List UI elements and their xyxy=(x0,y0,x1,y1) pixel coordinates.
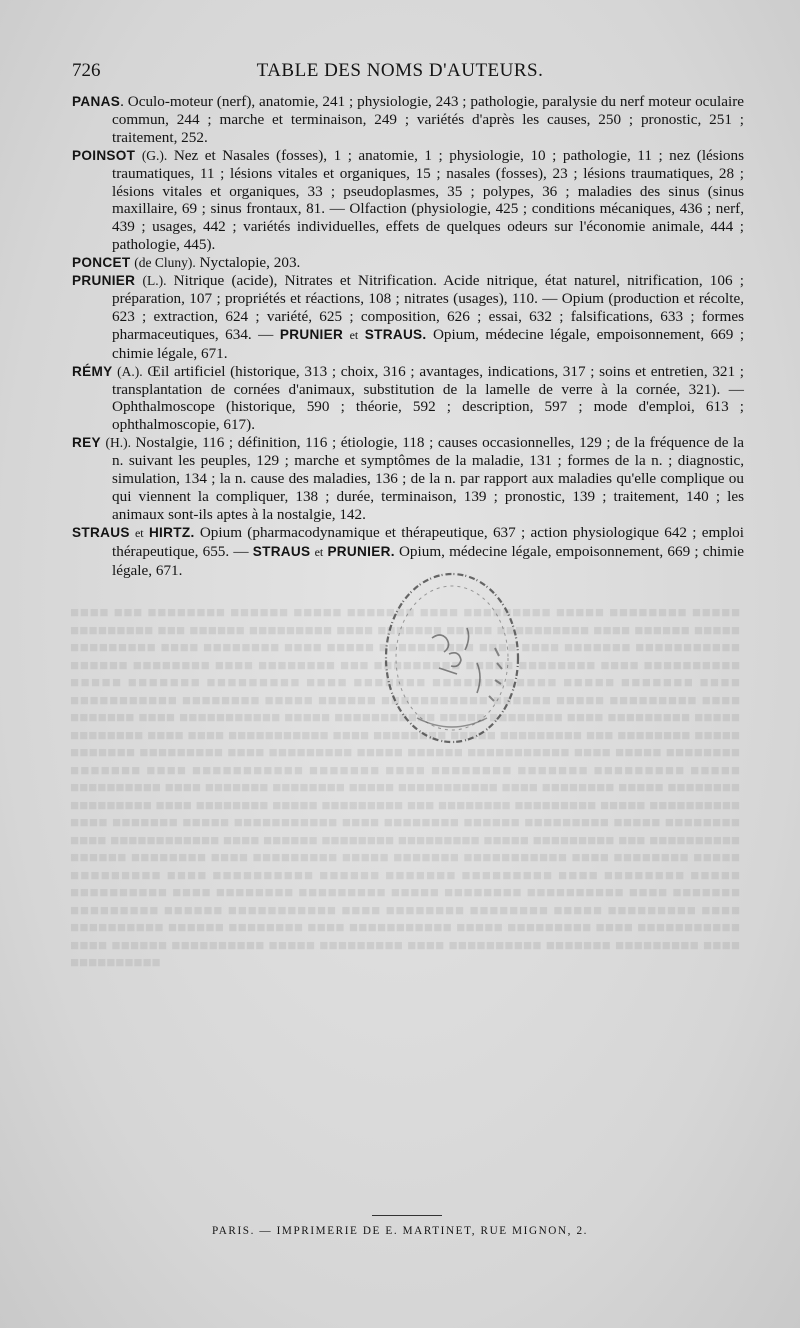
index-entry-poinsot xyxy=(72,147,744,254)
coauthor-name: STRAUS. xyxy=(364,326,427,342)
index-entry-poncet xyxy=(72,254,744,272)
running-title: TABLE DES NOMS D'AUTEURS. xyxy=(256,60,544,81)
page-number: 726 xyxy=(72,60,101,81)
entry-text: Nyctalopie, 203. xyxy=(199,254,301,272)
index-entry-rey xyxy=(72,434,744,524)
conjunction-et: et xyxy=(349,327,359,342)
index-entry-prunier xyxy=(72,272,744,363)
page-header xyxy=(0,60,800,84)
index-entry-panas: PANAS. Oculo-moteur (nerf), anatomie, 241 ; physiologie, 243 ; pathologie, paralysie du nerf moteur oculaire commun, 244 ; marche et terminaison, 249 ; variétés d'après les causes, 250 ; pronostic, 251 ; traitement, 252. xyxy=(72,93,744,146)
coauthor-name: PRUNIER xyxy=(279,326,344,342)
author-initials: (A.). xyxy=(117,363,143,379)
author-initials: (de Cluny). xyxy=(134,255,196,271)
author-initials: (L.). xyxy=(142,273,167,289)
conjunction-et: et xyxy=(314,544,324,559)
footer-rule xyxy=(372,1215,442,1216)
author-name: STRAUS xyxy=(72,524,130,540)
author-name: POINSOT xyxy=(72,147,136,163)
coauthor-name: STRAUS xyxy=(252,543,311,559)
index-entry-remy xyxy=(72,363,744,435)
author-initials: (H.). xyxy=(105,435,131,451)
entry-text: Opium (pharmacodynamique et thérapeutique, 637 ; action physiologique 642 ; emploi thérapeutique, 655. — xyxy=(112,523,744,560)
entry-text: Nitrique (acide), Nitrates et Nitrification. Acide nitrique, état naturel, nitrification, 106 ; préparation, 107 ; propriétés et réactions, 108 ; nitrates (usages), 110. — Opium (production et récolte, 623 ; extraction, 624 ; variété, 625 ; composition, 626 ; essai, 632 ; falsifications, 633 ; formes pharmaceutiques, 634. — xyxy=(112,272,744,343)
author-name: REY xyxy=(72,435,101,451)
author-name: RÉMY xyxy=(72,363,113,379)
coauthor-name: PRUNIER. xyxy=(327,543,395,559)
author-name: PRUNIER xyxy=(72,273,136,289)
entry-text: Nostalgie, 116 ; définition, 116 ; étiologie, 118 ; causes occasionnelles, 129 ; de la fréquence de la n. suivant les peuples, 129 ; marche et symptômes de la maladie, 131 ; formes de la n. ; diagnostic, simulation, 134 ; la n. cause des maladies, 136 ; de la n. par rapport aux maladies qu'elle complique ou qui viennent la compliquer, 138 ; durée, terminaison, 139 ; pronostic, 139 ; traitement, 140 ; les animaux sont-ils aptes à la nostalgie, 142. xyxy=(112,434,745,523)
entry-text: Nez et Nasales (fosses), 1 ; anatomie, 1 ; physiologie, 10 ; pathologie, 11 ; nez (lésions traumatiques, 11 ; lésions vitales et organiques, 15 ; nasales (fosses), 23 ; lésions traumatiques, 28 ; lésions vitales et organiques, 33 ; pseudoplasmes, 35 ; polypes, 36 ; maladies des sinus (sinus maxillaire, 69 ; sinus frontaux, 81. — Olfaction (physiologie, 425 ; conditions mécaniques, 436 ; nerf, 439 ; usages, 442 ; variétés individuelles, effets de quelques odeurs sur l'économie animale, 444 ; pathologie, 445). xyxy=(112,146,745,254)
entry-text-tail: Opium, médecine légale, empoisonnement, 669 ; chimie légale, 671. xyxy=(112,542,745,579)
author-name: PONCET xyxy=(72,255,131,271)
author-name: PANAS xyxy=(72,94,121,109)
entry-text: Oculo-moteur (nerf), anatomie, 241 ; physiologie, 243 ; pathologie, paralysie du nerf moteur oculaire commun, 244 ; marche et terminaison, 249 ; variétés d'après les causes, 250 ; pronostic, 251 ; traitement, 252. xyxy=(112,93,744,146)
bleed-through-texture: ■■■■ ■■■ ■■■■■■■■ ■■■■■■ ■■■■■ ■■■■■■■ ■■■■ ■■■■■■■■■ ■■■■■ ■■■■■■■■ ■■■■■ ■■■■■■■■■ ■■■ ■■■■■■ ■■■■■■■■■ ■■■■ ■■■■■■■ ■■■■■ ■■■■■■■■■■ ■■■■ ■■■■■■ ■■■■■ ■■■■■■■■■ ■■■■ ■■■■■■■■ ■■■■ ■■■■■ ■■■■■■■■■■ ■■■■ ■■■■ ■■■■■■■ ■■■■■■■■■■■ ■■■■■■ ■■■■■■■■ ■■■■ ■■■■■■■■ ■■■ ■■■■■■■■■ ■■■■■ ■■■■■■■■ ■■■■ ■■■■■■■■■■ ■■■■■ ■■■■■■■ ■■■■■■■■■ ■■■■ ■■■■■■■ ■■■■■■■■■■■■ ■■■■■ ■■■■■■■ ■■■■ ■■■■■■■■■■■ ■■■■■■■■ ■■■■■ ■■■■■■ ■■■■■■■■■■■ ■■■■■■ ■■■■■ ■■■■■■■■■ ■■■■ ■■■■■■■ ■■■■ ■■■■■■■■■■■ ■■■■■ ■■■■■■■■■■■ ■■■■■ ■■■■■■■■ ■■■■ ■■■■■■■■■ ■■■■■ ■■■■■■■■ ■■■■ ■■■■ ■■■■■■■■■■■ ■■■■ ■■■■■■■■ ■■■■■ ■■■■■■■■■ ■■■ ■■■■■■■■ ■■■■■ ■■■■■■■ ■■■■■■■■■ ■■■■ ■■■■■■■■■ ■■■■■ ■■■■■■ ■■■■■■■■■■■ ■■■■ ■■■■■ ■■■■■■■■ ■■■■■■■ ■■■■ ■■■■■■■■■■■ ■■■■■■■ ■■■■ ■■■■■■■■ ■■■■■■■ ■■■■■■■■■ ■■■■■ ■■■■■■■■■■ ■■■■ ■■■■■■■ ■■■■■■■■ ■■■■■ ■■■■■■■■■■■ ■■■■ ■■■■■■■■ ■■■■■ ■■■■■■■■ ■■■■■■■■■ ■■■■ ■■■■■■■■ ■■■■■ ■■■■■■■■■ ■■■ ■■■■■■■■ ■■■■■■■■■ ■■■■■ ■■■■■■■■■■ ■■■■ ■■■■■■■ ■■■■■ ■■■■■■■■■■■ ■■■■ ■■■■■■■■ ■■■■■■ ■■■■■■■■■ ■■■■■ ■■■■■■■■ ■■■■ ■■■■■■■■■■■■ ■■■■ ■■■■■■ ■■■■■■■■ ■■■■■■■■■ ■■■■■ ■■■■■■■■■ ■■■ ■■■■■■■■■■ ■■■■■■ ■■■■■■■■ ■■■■ ■■■■■■■■■ ■■■■■ ■■■■■■■ ■■■■■■■■■■■ ■■■■ ■■■■■■■■ ■■■■■ ■■■■■■■■■ ■■■■ ■■■■■■■■■■ ■■■■■■ ■■■■■■■ ■■■■■■■■■ ■■■■ ■■■■■■■■ ■■■■■ ■■■■■■■■■■ ■■■■ ■■■■■■■■ ■■■■■■■■■ ■■■■■ ■■■■■■■■ ■■■■■■■■■■ ■■■■ ■■■■■■■ ■■■■■■■■■ ■■■■■■ ■■■■■■■■■■■ ■■■■ ■■■■■■■■ ■■■■■■■■ ■■■■■ ■■■■■■■■■ ■■■■ ■■■■■■■■■■ ■■■■■■ ■■■■■■■■ ■■■■ ■■■■■■■■■■■ ■■■■■ ■■■■■■■■■ ■■■■ ■■■■■■■■■■■ ■■■■ ■■■■■■ ■■■■■■■■■■ ■■■■■ ■■■■■■■■■ ■■■■ ■■■■■■■■■■ ■■■■■■■ ■■■■■■■■■ ■■■■ ■■■■■■■■■■ xyxy=(70,605,740,971)
author-index xyxy=(72,93,744,579)
printer-imprint: PARIS. — IMPRIMERIE DE E. MARTINET, RUE MIGNON, 2. xyxy=(211,1225,589,1237)
conjunction-et: et xyxy=(134,525,144,540)
entry-text: Œil artificiel (historique, 313 ; choix, 316 ; avantages, indications, 317 ; soins et entretien, 321 ; transplantation de cornées d'animaux, substitution de la lamelle de verre à la cornée, 321). — Ophthalmoscope (historique, 590 ; théorie, 592 ; description, 597 ; mode d'emploi, 613 ; ophthalmoscopie, 617). xyxy=(112,362,745,434)
author-initials: (G.). xyxy=(141,147,168,163)
library-stamp-icon xyxy=(377,568,527,748)
coauthor-name: HIRTZ. xyxy=(148,524,195,540)
entry-text-tail: Opium, médecine légale, empoisonnement, 669 ; chimie légale, 671. xyxy=(112,325,745,362)
